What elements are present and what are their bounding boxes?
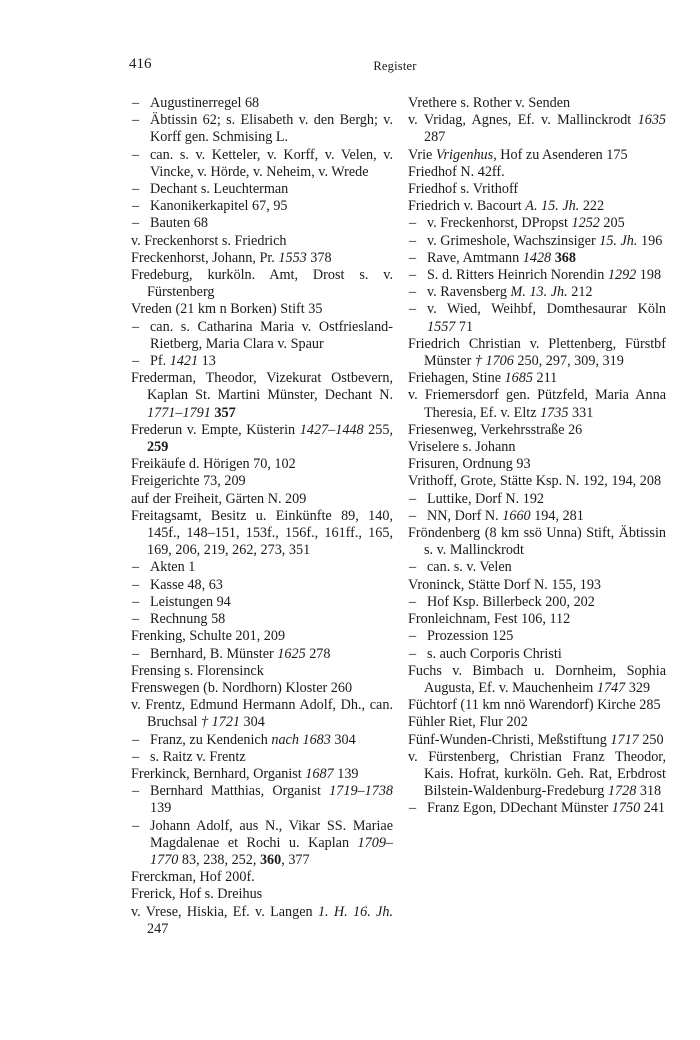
index-entry: v. Vridag, Agnes, Ef. v. Mallinckrodt 1635 287 [408, 112, 666, 146]
index-subentry: – v. Freckenhorst, DPropst 1252 205 [408, 215, 666, 232]
running-head: Register [373, 59, 417, 73]
index-subentry: – NN, Dorf N. 1660 194, 281 [408, 508, 666, 525]
index-subentry: – v. Ravensberg M. 13. Jh. 212 [408, 284, 666, 301]
index-subentry: – Akten 1 [131, 559, 393, 576]
index-entry: Vriselere s. Johann [408, 439, 516, 456]
index-subentry: – Dechant s. Leuchterman [131, 181, 393, 198]
index-entry: Frensing s. Florensinck [131, 662, 264, 679]
index-column-left [131, 95, 393, 938]
index-entry: Vrethere s. Rother v. Senden [408, 95, 571, 111]
index-entry: Frerkinck, Bernhard, Organist 1687 139 [131, 765, 359, 782]
index-subentry: – Leistungen 94 [131, 594, 393, 611]
index-subentry: – v. Wied, Weihbf, Domthesaurar Köln 1557 71 [408, 301, 666, 335]
index-entry: Fredeburg, kurköln. Amt, Drost s. v. Fürstenberg [131, 267, 393, 301]
index-subentry: – S. d. Ritters Heinrich Norendin 1292 198 [408, 267, 666, 284]
index-entry: v. Vrese, Hiskia, Ef. v. Langen 1. H. 16. Jh. 247 [131, 903, 393, 937]
index-subentry: – Kasse 48, 63 [131, 577, 393, 594]
index-entry: Friedhof N. 42ff. [408, 163, 505, 180]
index-entry: Fröndenberg (8 km ssö Unna) Stift, Äbtissin s. v. Mallinckrodt [408, 525, 666, 559]
index-entry: Frenswegen (b. Nordhorn) Kloster 260 [131, 679, 353, 696]
page-number: 416 [129, 56, 152, 72]
index-column-right [408, 95, 666, 818]
index-entry: auf der Freiheit, Gärten N. 209 [131, 490, 307, 507]
index-subentry: – Johann Adolf, aus N., Vikar SS. Mariae Magdalenae et Rochi u. Kaplan 1709–1770 83, 238, 252, 360, 377 [131, 818, 393, 870]
index-entry: Fuchs v. Bimbach u. Dornheim, Sophia Augusta, Ef. v. Mauchenheim 1747 329 [408, 662, 666, 696]
index-entry: Füchtorf (11 km nnö Warendorf) Kirche 285 [408, 697, 661, 714]
index-subentry: – Franz, zu Kendenich nach 1683 304 [131, 732, 393, 749]
index-entry: Friesenweg, Verkehrsstraße 26 [408, 421, 583, 438]
index-subentry: – Bernhard, B. Münster 1625 278 [131, 646, 393, 663]
index-subentry: – Pf. 1421 13 [131, 353, 393, 370]
index-subentry: – s. auch Corporis Christi [408, 646, 666, 663]
index-entry: Freckenhorst, Johann, Pr. 1553 378 [131, 249, 332, 266]
index-entry: Frerckman, Hof 200f. [131, 869, 255, 886]
index-entry: v. Friemersdorf gen. Pützfeld, Maria Anna Theresia, Ef. v. Eltz 1735 331 [408, 387, 666, 421]
index-entry: Vrithoff, Grote, Stätte Ksp. N. 192, 194, 208 [408, 473, 662, 490]
index-subentry: – Rechnung 58 [131, 611, 393, 628]
index-entry: Frederun v. Empte, Küsterin 1427–1448 255, 259 [131, 421, 394, 456]
index-entry: Freikäufe d. Hörigen 70, 102 [131, 456, 296, 473]
index-entry: Vrie Vrigenhus, Hof zu Asenderen 175 [408, 146, 628, 163]
index-subentry: – Bernhard Matthias, Organist 1719–1738 139 [131, 783, 393, 817]
index-subentry: – Prozession 125 [408, 628, 666, 645]
index-subentry: – s. Raitz v. Frentz [131, 749, 393, 766]
index-entry: Vroninck, Stätte Dorf N. 155, 193 [408, 576, 602, 593]
index-entry: Friehagen, Stine 1685 211 [408, 370, 558, 387]
index-subentry: – Augustinerregel 68 [131, 95, 393, 112]
index-entry: Fronleichnam, Fest 106, 112 [408, 611, 571, 628]
index-entry: v. Fürstenberg, Christian Franz Theodor, Kais. Hofrat, kurköln. Geh. Rat, Erbdrost Bilstein-Waldenburg-Fredeburg 1728 318 [408, 748, 666, 800]
index-subentry: – v. Grimeshole, Wachszinsiger 15. Jh. 196 [408, 233, 666, 250]
index-entry: Friedrich v. Bacourt A. 15. Jh. 222 [408, 198, 605, 215]
index-entry: Friedhof s. Vrithoff [408, 181, 519, 198]
index-subentry: – Kanonikerkapitel 67, 95 [131, 198, 393, 215]
index-entry: Frederman, Theodor, Vizekurat Ostbevern, Kaplan St. Martini Münster, Dechant N. 1771–1791 357 [131, 370, 393, 421]
index-subentry: – can. s. v. Velen [408, 559, 666, 576]
index-entry: Freitagsamt, Besitz u. Einkünfte 89, 140, 145f., 148–151, 153f., 156f., 161ff., 165, 169, 206, 219, 262, 273, 351 [131, 507, 393, 559]
index-subentry: – Bauten 68 [131, 215, 393, 232]
index-entry: v. Freckenhorst s. Friedrich [131, 232, 287, 249]
index-subentry: – can. s. v. Ketteler, v. Korff, v. Velen, v. Vincke, v. Hörde, v. Neheim, v. Wrede [131, 147, 393, 181]
index-entry: Friedrich Christian v. Plettenberg, Fürstbf Münster † 1706 250, 297, 309, 319 [408, 335, 666, 370]
index-subentry: – Luttike, Dorf N. 192 [408, 491, 666, 508]
index-subentry: – Äbtissin 62; s. Elisabeth v. den Bergh; v. Korff gen. Schmising L. [131, 112, 393, 146]
index-entry: Fühler Riet, Flur 202 [408, 714, 528, 731]
index-subentry: – can. s. Catharina Maria v. Ostfriesland-Rietberg, Maria Clara v. Spaur [131, 319, 393, 353]
index-entry: v. Frentz, Edmund Hermann Adolf, Dh., can. Bruchsal † 1721 304 [131, 697, 393, 731]
index-entry: Frisuren, Ordnung 93 [408, 456, 531, 473]
index-subentry: – Hof Ksp. Billerbeck 200, 202 [408, 594, 666, 611]
index-subentry: – Rave, Amtmann 1428 368 [408, 250, 666, 267]
index-entry: Frerick, Hof s. Dreihus [131, 886, 263, 903]
index-subentry: – Franz Egon, DDechant Münster 1750 241 [408, 800, 666, 817]
index-entry: Fünf-Wunden-Christi, Meßstiftung 1717 250 [408, 731, 664, 748]
index-entry: Vreden (21 km n Borken) Stift 35 [131, 301, 323, 318]
index-entry: Freigerichte 73, 209 [131, 473, 246, 490]
index-entry: Frenking, Schulte 201, 209 [131, 628, 286, 645]
